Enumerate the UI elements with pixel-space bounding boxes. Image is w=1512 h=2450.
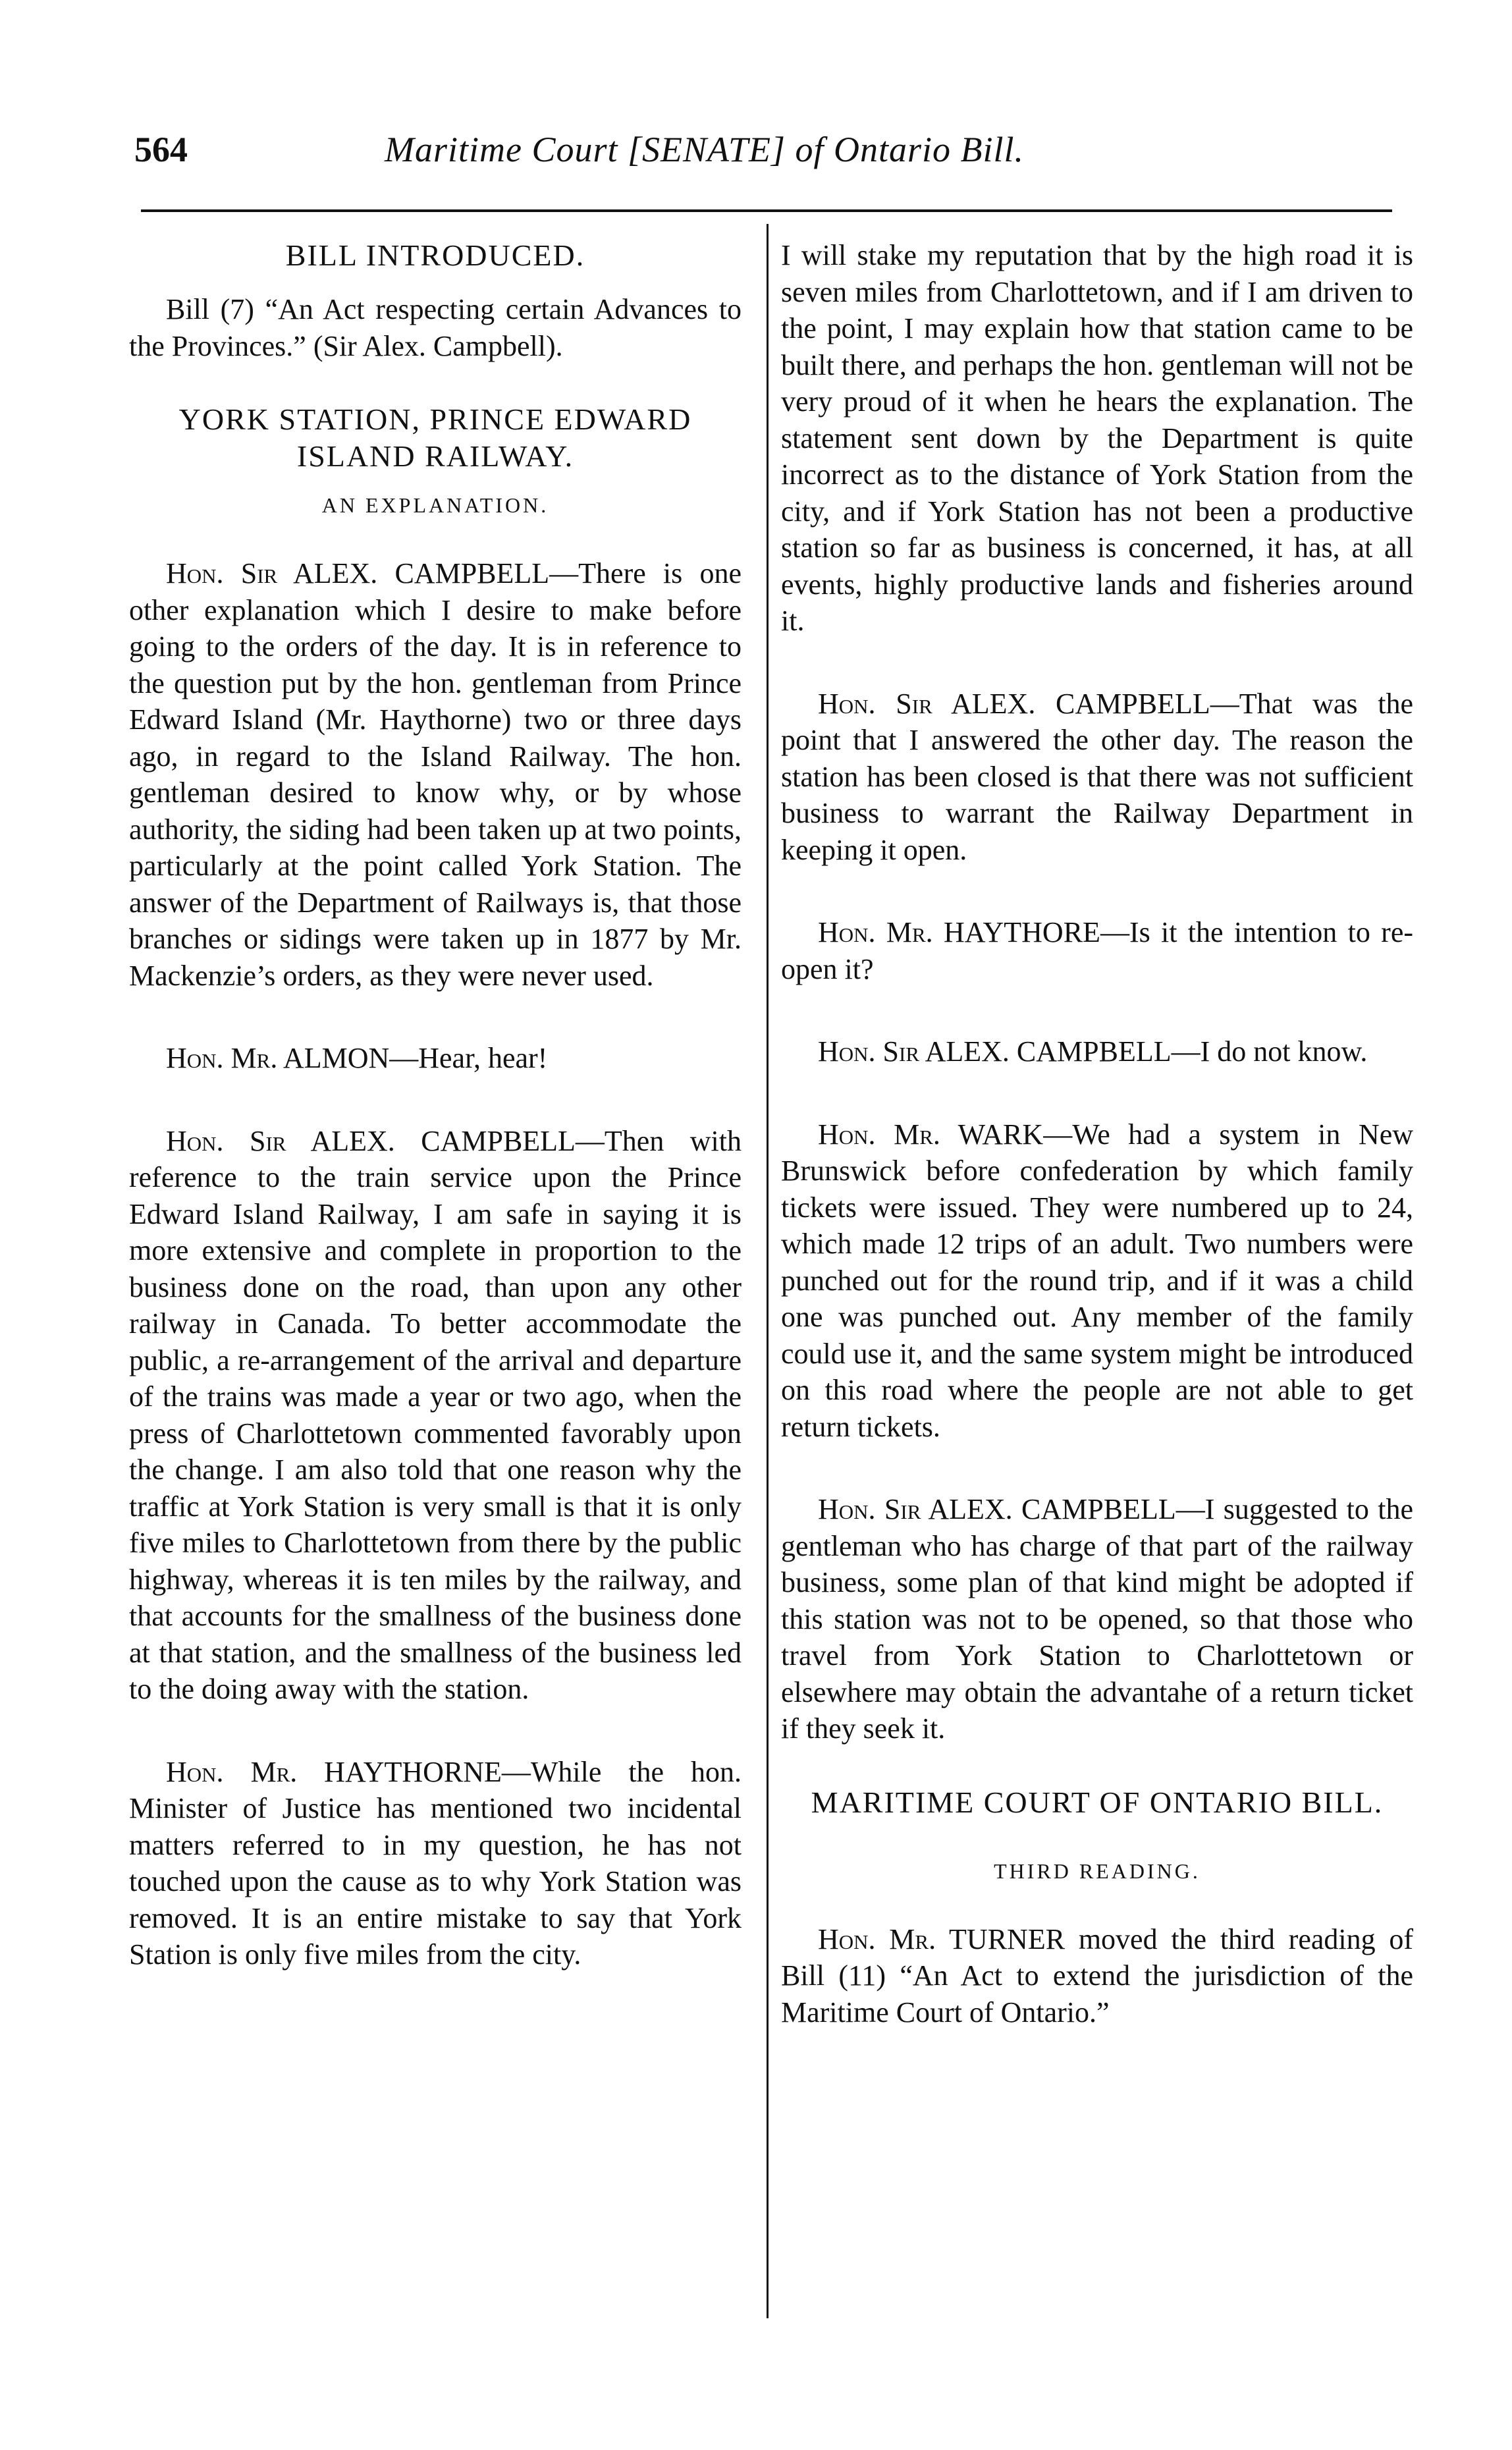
bill-introduced-heading: BILL INTRODUCED. (285, 238, 585, 272)
speech-text: —Is it the intention to re-open it? (781, 916, 1413, 985)
york-station-heading: YORK STATION, PRINCE EDWARD ISLAND RAILWAY. (178, 402, 692, 473)
speech-text: —While the hon. Minister of Justice has mentioned two incidental matters referred to in my question, he has not touched upon the cause as to why York Station was removed. It is an entire mistake to say that York Station is only five miles from the city. (129, 1755, 742, 1971)
speech-text: —Then with reference to the train service upon the Prince Edward Island Railway, I am safe in saying it is more extensive and complete in proportion to the business done on the road, than upon any other railway in Canada. To better accommodate the public, a re-arrangement of the arrival and departure of the trains was made a year or two ago, when the press of Charlottetown commented favorably upon the change. I am also told that one reason why the traffic at York Station is very small is that it is only five miles to Charlottetown from there by the public highway, whereas it is ten miles by the railway, and that accounts for the smallness of the business done at that station, and the smallness of the business led to the doing away with the station. (129, 1124, 742, 1705)
speech-text: —That was the point that I answered the other day. The reason the station has been closed is that there was not sufficient business to warrant the Railway Department in keeping it open. (781, 687, 1413, 866)
speaker-name: Hon. Mr. TURNER (818, 1922, 1066, 1955)
speech-paragraph (129, 555, 742, 994)
speech-paragraph (781, 1491, 1413, 1747)
speaker-name: Hon. Sir ALEX. CAMPBELL (818, 687, 1210, 720)
page-number: 564 (134, 130, 188, 169)
speech-text: —We had a system in New Brunswick before confederation by which family tickets were issued. They were numbered up to 24, which made 12 trips of an adult. Two numbers were punched out for the round trip, and if it was a child one was punched out. Any member of the family could use it, and the same system might be introduced on this road where the people are not able to get return tickets. (781, 1118, 1414, 1443)
maritime-court-heading: MARITIME COURT OF ONTARIO BILL. (811, 1785, 1384, 1819)
left-column (129, 237, 742, 1973)
right-column (781, 237, 1413, 2030)
column-divider (767, 224, 769, 2318)
speech-paragraph (129, 1040, 742, 1077)
speech-paragraph (781, 1116, 1413, 1446)
speech-text: —I do not know. (1171, 1035, 1368, 1068)
speaker-name: Hon. Mr. ALMON (166, 1042, 390, 1074)
speech-text: —I suggested to the gentleman who has charge of that part of the railway business, some plan of that kind might be adopted if this station was not to be opened, so that those who travel from York Station to Charlottetown or elsewhere may obtain the advantahe of a return ticket if they seek it. (781, 1493, 1413, 1745)
speech-continuation: I will stake my reputation that by the high road it is seven miles from Charlottetown, and if I am driven to the point, I may explain how that station came to be built there, and perhaps the hon. gentleman will not be very proud of it when he hears the explanation. The statement sent down by the Department is quite incorrect as to the distance of York Station from the city, and if York Station has not been a productive station so far as business is concerned, it has, at all events, highly productive lands and fisheries around it. (781, 239, 1413, 637)
speaker-name: Hon. Mr. HAYTHORNE (166, 1755, 502, 1788)
speech-paragraph (781, 686, 1413, 869)
running-header (134, 129, 1399, 188)
speech-paragraph (129, 1754, 742, 1973)
speaker-name: Hon. Sir ALEX. CAMPBELL (166, 1124, 576, 1157)
speech-text: —There is one other explanation which I desire to make before going to the orders of the day. It is in reference to the question put by the hon. gentleman from Prince Edward Island (Mr. Haythorne) two or three days ago, in regard to the Island Railway. The hon. gentleman desired to know why, or by whose authority, the siding had been taken up at two points, particularly at the point called York Station. The answer of the Department of Railways is, that those branches or sidings were taken up in 1877 by Mr. Mackenzie’s orders, as they were never used. (129, 557, 742, 992)
speech-text: moved the third reading of Bill (11) “An Act to extend the jurisdiction of the Maritime Court of Ontario.” (781, 1922, 1414, 2028)
header-rule (141, 209, 1392, 212)
speech-text: —Hear, hear! (389, 1042, 548, 1074)
bill-introduced-text: Bill (7) “An Act respecting certain Advances to the Provinces.” (Sir Alex. Campbell). (129, 293, 742, 362)
speaker-name: Hon. Sir ALEX. CAMPBELL (818, 1035, 1172, 1068)
speaker-name: Hon. Mr. WARK (818, 1118, 1044, 1151)
speaker-name: Hon. Sir ALEX. CAMPBELL (166, 557, 550, 589)
york-station-subheading: AN EXPLANATION. (321, 493, 549, 517)
third-reading-subheading: THIRD READING. (994, 1859, 1201, 1883)
running-title: Maritime Court [SENATE] of Ontario Bill. (385, 130, 1025, 169)
speaker-name: Hon. Mr. HAYTHORE (818, 916, 1100, 948)
speaker-name: Hon. Sir ALEX. CAMPBELL (818, 1493, 1176, 1525)
speech-paragraph (781, 914, 1413, 987)
speech-paragraph (129, 1123, 742, 1708)
speech-paragraph (781, 1921, 1413, 2031)
speech-paragraph (781, 1033, 1413, 1070)
